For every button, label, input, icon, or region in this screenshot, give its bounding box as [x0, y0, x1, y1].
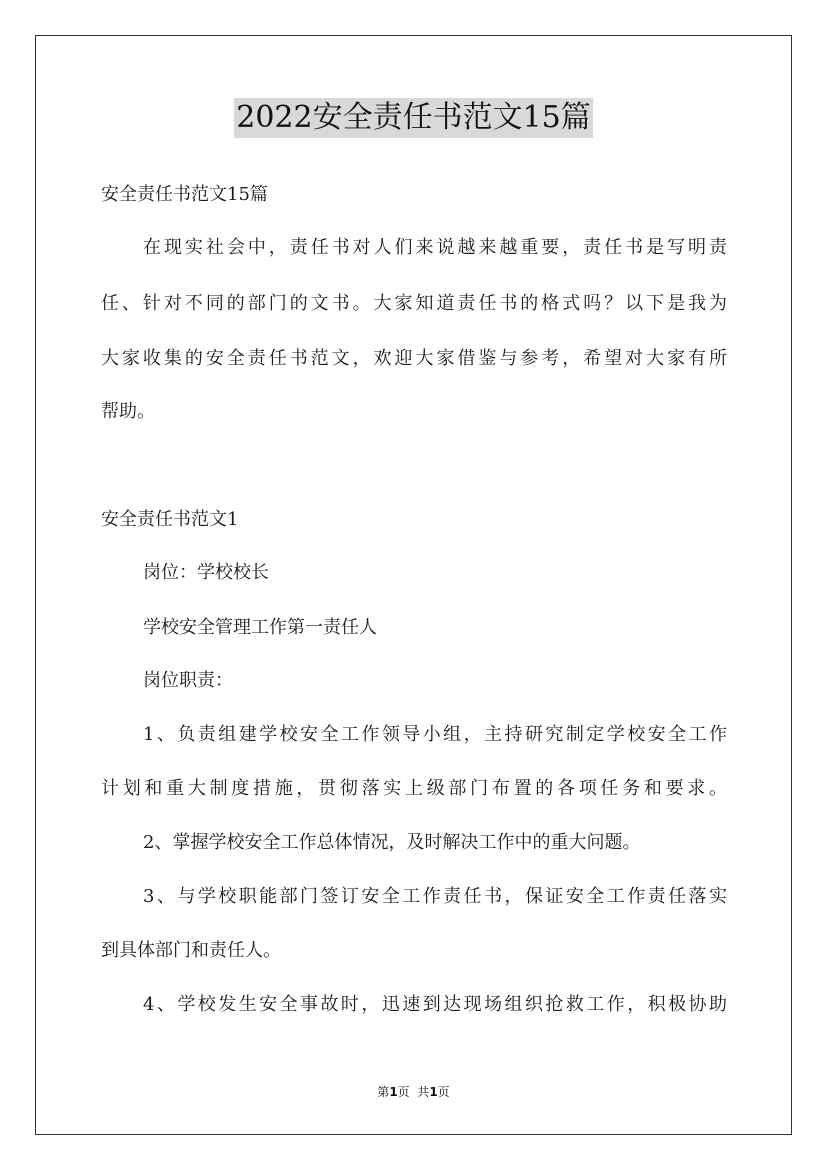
paragraph-line: 任、针对不同的部门的文书。大家知道责任书的格式吗？以下是我为 — [101, 293, 727, 314]
duty-line: 2、掌握学校安全工作总体情况，及时解决工作中的重大问题。 — [143, 832, 641, 853]
total-page-number: 1 — [429, 1085, 438, 1099]
duty-label: 岗位职责： — [143, 670, 233, 691]
footer-prefix: 第 — [377, 1085, 390, 1099]
duty-line: 3、与学校职能部门签订安全工作责任书，保证安全工作责任落实 — [143, 886, 727, 907]
section-heading: 安全责任书范文1 — [101, 509, 239, 530]
paragraph-line: 在现实社会中，责任书对人们来说越来越重要，责任书是写明责 — [143, 237, 727, 258]
footer-suffix: 页 — [437, 1085, 450, 1099]
duty-line: 计划和重大制度措施，贯彻落实上级部门布置的各项任务和要求。 — [101, 778, 727, 799]
role-line: 学校安全管理工作第一责任人 — [143, 617, 377, 638]
subtitle: 安全责任书范文15篇 — [101, 184, 268, 205]
footer-mid: 页 共 — [397, 1085, 430, 1099]
paragraph-line: 帮助。 — [101, 401, 155, 422]
page-footer — [0, 1083, 827, 1101]
duty-line: 到具体部门和责任人。 — [101, 940, 281, 961]
paragraph-line: 大家收集的安全责任书范文，欢迎大家借鉴与参考，希望对大家有所 — [101, 348, 727, 369]
post-label: 岗位：学校校长 — [143, 562, 269, 583]
duty-line: 4、学校发生安全事故时，迅速到达现场组织抢救工作，积极协助 — [143, 994, 727, 1015]
title-container — [0, 98, 827, 138]
current-page-number: 1 — [389, 1085, 398, 1099]
duty-line: 1、负责组建学校安全工作领导小组，主持研究制定学校安全工作 — [143, 724, 727, 745]
document-title: 2022安全责任书范文15篇 — [234, 98, 593, 138]
